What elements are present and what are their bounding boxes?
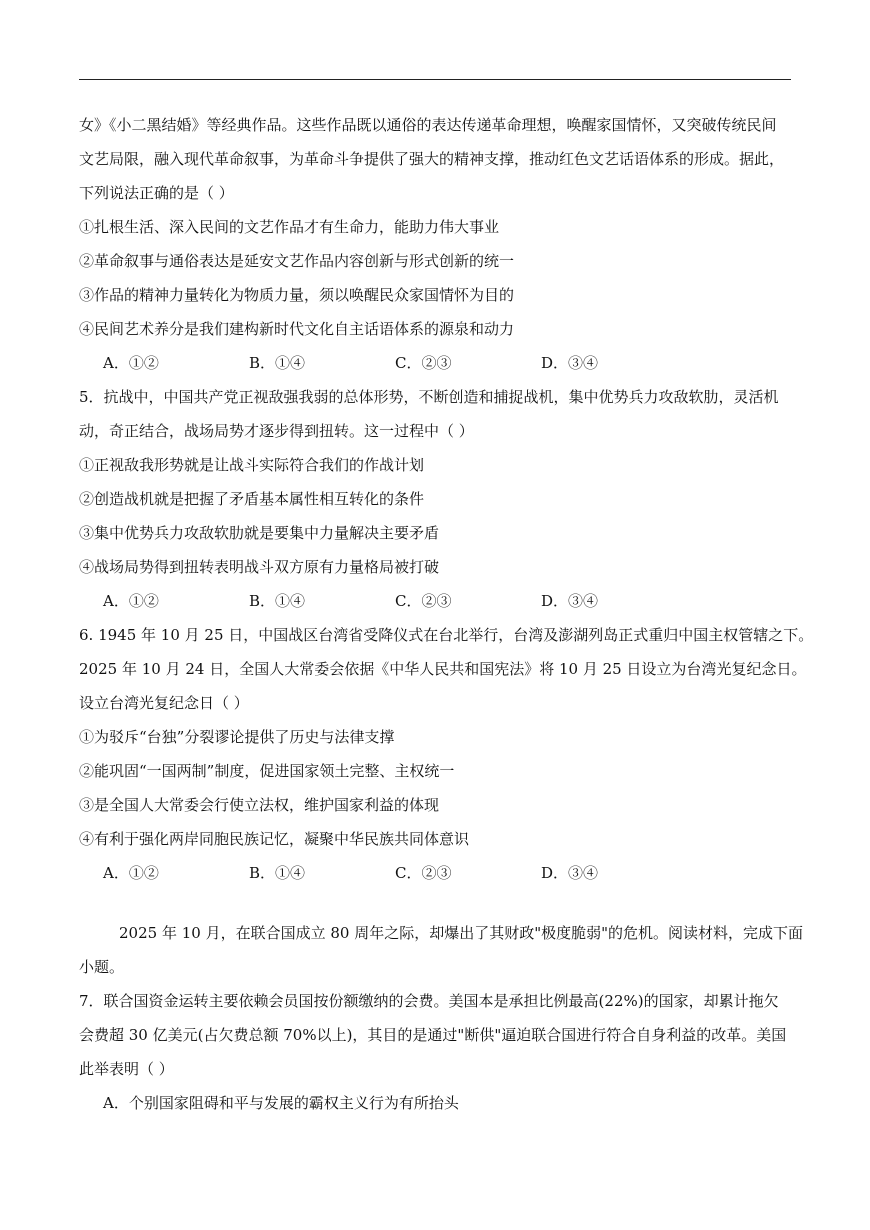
section-gap [79, 890, 795, 916]
statement-1: ①扎根生活、深入民间的文艺作品才有生命力，能助力伟大事业 [79, 218, 500, 236]
option-b[interactable]: B．①④ [249, 864, 306, 882]
option-d[interactable]: D．③④ [541, 592, 599, 610]
question-stem-line: 7．联合国资金运转主要依赖会员国按份额缴纳的会费。美国本是承担比例最高(22%)的国家，却累计拖欠 [79, 992, 779, 1010]
statement-2: ②革命叙事与通俗表达是延安文艺作品内容创新与形式创新的统一 [79, 252, 515, 270]
statement-1: ①为驳斥“台独”分裂谬论提供了历史与法律支撑 [79, 728, 395, 746]
statement-4: ④民间艺术养分是我们建构新时代文化自主话语体系的源泉和动力 [79, 320, 515, 338]
question-stem-line: 文艺局限，融入现代革命叙事，为革命斗争提供了强大的精神支撑，推动红色文艺话语体系的形成。据此， [79, 150, 785, 168]
question-stem-line: 下列说法正确的是（ ） [79, 184, 234, 202]
question-stem-line: 2025 年 10 月 24 日，全国人大常委会依据《中华人民共和国宪法》将 10 月 25 日设立为台湾光复纪念日。 [79, 660, 807, 678]
question-stem-line: 女》《小二黑结婚》等经典作品。这些作品既以通俗的表达传递革命理想，唤醒家国情怀，又突破传统民间 [79, 116, 777, 134]
statement-2: ②能巩固“一国两制”制度，促进国家领土完整、主权统一 [79, 762, 455, 780]
question-7 [79, 984, 795, 1120]
option-c[interactable]: C．②③ [395, 354, 452, 372]
exam-page [79, 108, 814, 1120]
option-d[interactable]: D．③④ [541, 864, 599, 882]
question-stem-line: 5．抗战中，中国共产党正视敌强我弱的总体形势，不断创造和捕捉战机，集中优势兵力攻敌软肋，灵活机 [79, 388, 779, 406]
statement-2: ②创造战机就是把握了矛盾基本属性相互转化的条件 [79, 490, 425, 508]
option-b[interactable]: B．①④ [249, 592, 306, 610]
question-6 [79, 618, 814, 890]
option-c[interactable]: C．②③ [395, 864, 452, 882]
answer-options [79, 856, 795, 890]
option-a[interactable]: A．①② [103, 354, 159, 372]
option-c[interactable]: C．②③ [395, 592, 452, 610]
statement-1: ①正视敌我形势就是让战斗实际符合我们的作战计划 [79, 456, 425, 474]
question-stem-line: 6. 1945 年 10 月 25 日，中国战区台湾省受降仪式在台北举行，台湾及澎湖列岛正式重归中国主权管辖之下。 [79, 626, 814, 644]
option-b[interactable]: B．①④ [249, 354, 306, 372]
question-5 [79, 380, 795, 618]
option-a[interactable]: A．①② [103, 592, 159, 610]
question-stem-line: 会费超 30 亿美元(占欠费总额 70%以上)，其目的是通过"断供"逼迫联合国进行符合自身利益的改革。美国 [79, 1026, 787, 1044]
reading-material [79, 916, 803, 984]
header-rule [79, 79, 791, 80]
statement-3: ③是全国人大常委会行使立法权，维护国家利益的体现 [79, 796, 440, 814]
question-stem-line: 设立台湾光复纪念日（ ） [79, 694, 249, 712]
material-line: 2025 年 10 月，在联合国成立 80 周年之际，却爆出了其财政"极度脆弱"的危机。阅读材料，完成下面 [119, 924, 803, 942]
question-stem-line: 动，奇正结合，战场局势才逐步得到扭转。这一过程中（ ） [79, 422, 474, 440]
option-a[interactable]: A．①② [103, 864, 159, 882]
material-line: 小题。 [79, 958, 125, 976]
question-stem-line: 此举表明（ ） [79, 1060, 174, 1078]
option-a[interactable]: A．个别国家阻碍和平与发展的霸权主义行为有所抬头 [103, 1094, 459, 1112]
answer-options [79, 346, 795, 380]
statement-3: ③作品的精神力量转化为物质力量，须以唤醒民众家国情怀为目的 [79, 286, 515, 304]
statement-4: ④有利于强化两岸同胞民族记忆，凝聚中华民族共同体意识 [79, 830, 470, 848]
statement-4: ④战场局势得到扭转表明战斗双方原有力量格局被打破 [79, 558, 440, 576]
answer-options [79, 584, 795, 618]
question-4 [79, 108, 795, 380]
statement-3: ③集中优势兵力攻敌软肋就是要集中力量解决主要矛盾 [79, 524, 440, 542]
option-d[interactable]: D．③④ [541, 354, 599, 372]
